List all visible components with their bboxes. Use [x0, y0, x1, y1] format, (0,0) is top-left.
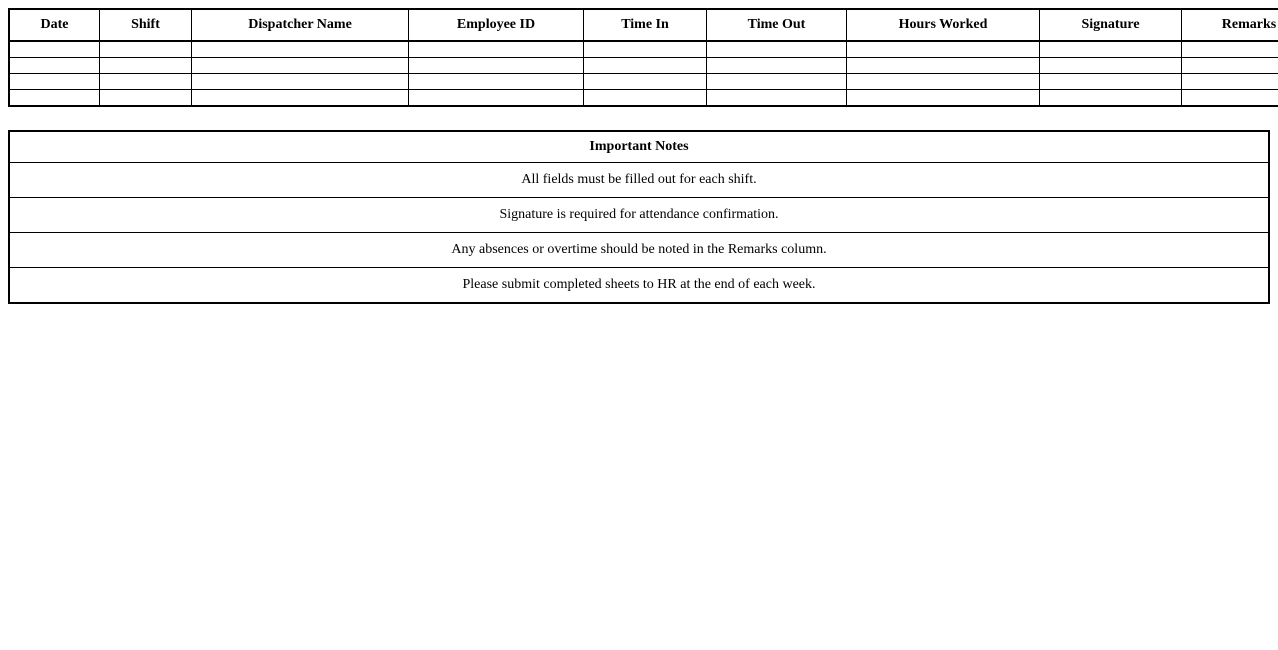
attendance-empty-cell: [707, 58, 847, 74]
important-notes-table: [8, 130, 1270, 304]
column-header-time-out: Time Out: [707, 9, 847, 41]
attendance-empty-cell: [100, 58, 192, 74]
attendance-empty-cell: [847, 74, 1040, 90]
attendance-empty-row: [9, 74, 1278, 90]
attendance-empty-cell: [1182, 58, 1278, 74]
column-header-employee-id: Employee ID: [409, 9, 584, 41]
attendance-empty-cell: [409, 74, 584, 90]
attendance-empty-cell: [192, 90, 409, 107]
attendance-empty-cell: [584, 41, 707, 58]
note-text: Please submit completed sheets to HR at the end of each week.: [9, 268, 1269, 304]
attendance-empty-cell: [409, 41, 584, 58]
attendance-empty-cell: [9, 74, 100, 90]
notes-title: Important Notes: [9, 131, 1269, 163]
attendance-empty-cell: [100, 90, 192, 107]
attendance-table: [8, 8, 1278, 107]
column-header-time-in: Time In: [584, 9, 707, 41]
attendance-empty-cell: [409, 58, 584, 74]
attendance-empty-cell: [584, 58, 707, 74]
attendance-empty-row: [9, 41, 1278, 58]
column-header-remarks: Remarks: [1182, 9, 1278, 41]
attendance-empty-cell: [100, 74, 192, 90]
attendance-empty-cell: [1040, 58, 1182, 74]
attendance-empty-cell: [1040, 90, 1182, 107]
note-text: All fields must be filled out for each shift.: [9, 163, 1269, 198]
note-row: [9, 268, 1269, 304]
attendance-empty-cell: [1182, 41, 1278, 58]
attendance-empty-cell: [409, 90, 584, 107]
attendance-empty-cell: [707, 74, 847, 90]
column-header-date: Date: [9, 9, 100, 41]
note-text: Signature is required for attendance confirmation.: [9, 198, 1269, 233]
column-header-dispatcher-name: Dispatcher Name: [192, 9, 409, 41]
attendance-empty-cell: [847, 41, 1040, 58]
attendance-header-row: [9, 9, 1278, 41]
attendance-empty-cell: [1182, 90, 1278, 107]
attendance-empty-cell: [1182, 74, 1278, 90]
attendance-empty-cell: [192, 74, 409, 90]
note-row: [9, 198, 1269, 233]
attendance-empty-cell: [9, 90, 100, 107]
attendance-empty-cell: [847, 90, 1040, 107]
notes-title-row: [9, 131, 1269, 163]
column-header-signature: Signature: [1040, 9, 1182, 41]
column-header-hours-worked: Hours Worked: [847, 9, 1040, 41]
attendance-empty-cell: [192, 58, 409, 74]
attendance-empty-cell: [1040, 41, 1182, 58]
attendance-empty-cell: [707, 41, 847, 58]
note-text: Any absences or overtime should be noted in the Remarks column.: [9, 233, 1269, 268]
attendance-empty-cell: [100, 41, 192, 58]
attendance-empty-row: [9, 90, 1278, 107]
attendance-empty-cell: [707, 90, 847, 107]
note-row: [9, 233, 1269, 268]
note-row: [9, 163, 1269, 198]
attendance-empty-cell: [192, 41, 409, 58]
attendance-empty-cell: [9, 58, 100, 74]
attendance-empty-row: [9, 58, 1278, 74]
attendance-empty-cell: [584, 90, 707, 107]
attendance-empty-cell: [584, 74, 707, 90]
column-header-shift: Shift: [100, 9, 192, 41]
attendance-empty-cell: [847, 58, 1040, 74]
attendance-empty-cell: [9, 41, 100, 58]
attendance-empty-cell: [1040, 74, 1182, 90]
